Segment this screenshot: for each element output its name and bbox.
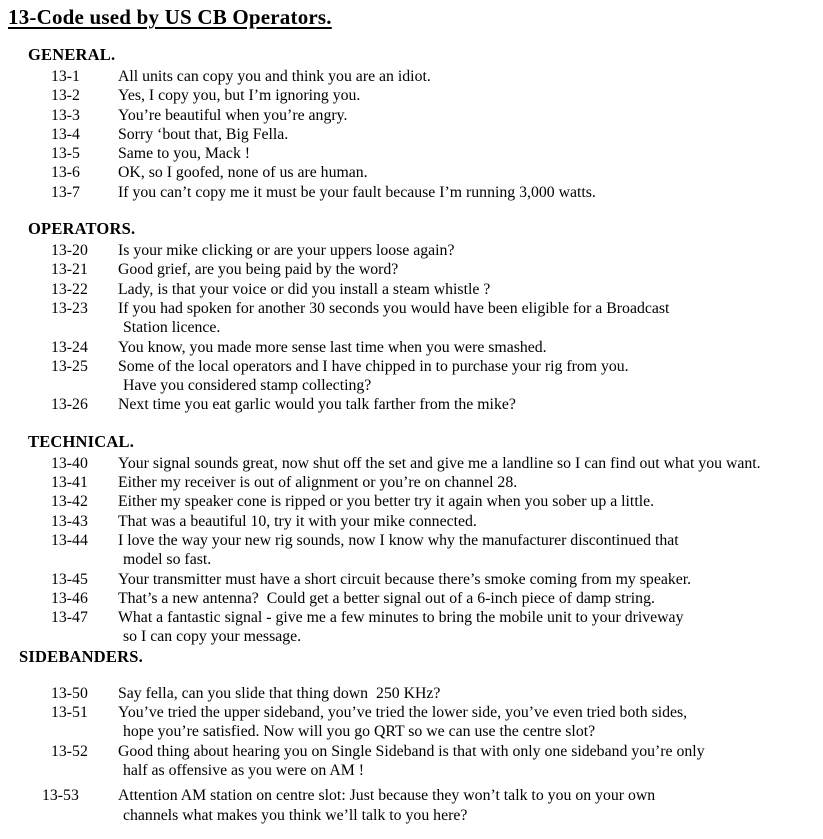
code-text-line: Your signal sounds great, now shut off the set and give me a landline so I can find out what you want. [118, 454, 761, 472]
code-section [8, 647, 823, 825]
code-text-line: Either my receiver is out of alignment or you’re on channel 28. [118, 474, 518, 492]
code-entry [51, 280, 823, 299]
code-text-line: Your transmitter must have a short circuit because there’s smoke coming from my speaker. [118, 570, 692, 588]
code-entry [51, 144, 823, 163]
code-number: 13-25 [51, 357, 88, 375]
code-number: 13-51 [51, 704, 88, 722]
code-text-line: Lady, is that your voice or did you install a steam whistle ? [118, 280, 491, 298]
section-heading: OPERATORS. [28, 219, 136, 239]
code-number: 13-26 [51, 396, 88, 414]
code-number: 13-53 [42, 787, 79, 805]
code-text [118, 570, 823, 589]
sections-container [8, 45, 823, 825]
code-number: 13-4 [51, 125, 80, 143]
code-entry [51, 589, 823, 608]
code-number: 13-43 [51, 512, 88, 530]
code-entry [51, 357, 823, 396]
section-heading: GENERAL. [28, 45, 116, 64]
code-text [118, 608, 823, 647]
code-number: 13-47 [51, 609, 88, 627]
code-text [118, 299, 823, 338]
code-number: 13-40 [51, 454, 88, 472]
document-title: 13-Code used by US CB Operators. [8, 5, 332, 29]
code-number: 13-6 [51, 164, 80, 182]
code-text-line: Good thing about hearing you on Single Sideband is that with only one sideband you’re only [118, 742, 705, 760]
code-text [118, 125, 823, 144]
code-entry [51, 67, 823, 86]
code-text-line: so I can copy your message. [123, 628, 302, 646]
code-number: 13-3 [51, 106, 80, 124]
code-text-line: I love the way your new rig sounds, now I know why the manufacturer discontinued that [118, 531, 679, 549]
section-entries [51, 241, 823, 415]
code-text-line: Next time you eat garlic would you talk farther from the mike? [118, 396, 516, 414]
code-text [118, 241, 823, 260]
code-entry [51, 454, 823, 473]
code-number: 13-50 [51, 684, 88, 702]
code-entry [51, 299, 823, 338]
section-entries [51, 67, 823, 202]
code-text [118, 86, 823, 105]
code-number: 13-24 [51, 338, 88, 356]
code-section [8, 219, 823, 415]
code-entry [51, 183, 823, 202]
code-text [118, 260, 823, 279]
code-text-line: channels what makes you think we’ll talk to you here? [123, 806, 468, 824]
code-text-line: Sorry ‘bout that, Big Fella. [118, 125, 289, 143]
code-text [118, 454, 823, 473]
code-entry [51, 742, 823, 781]
code-section [8, 45, 823, 202]
code-entry [51, 531, 823, 570]
code-entry [51, 473, 823, 492]
code-text [118, 67, 823, 86]
code-number: 13-1 [51, 68, 80, 85]
code-text-line: You know, you made more sense last time when you were smashed. [118, 338, 547, 356]
code-text-line: Say fella, can you slide that thing down 250 KHz? [118, 684, 441, 702]
code-entry [51, 395, 823, 414]
code-text [118, 512, 823, 531]
code-entry [51, 260, 823, 279]
code-text [118, 106, 823, 125]
code-text [118, 531, 823, 570]
code-number: 13-42 [51, 493, 88, 511]
section-entries [42, 684, 823, 825]
code-text-line: Have you considered stamp collecting? [123, 377, 372, 395]
code-text-line: Good grief, are you being paid by the word? [118, 261, 399, 279]
section-heading: TECHNICAL. [28, 431, 135, 451]
section-heading: SIDEBANDERS. [19, 646, 143, 666]
code-text [118, 280, 823, 299]
code-text-line: Yes, I copy you, but I’m ignoring you. [118, 87, 361, 105]
code-text [118, 703, 823, 742]
code-entry [51, 241, 823, 260]
code-entry [51, 125, 823, 144]
code-number: 13-46 [51, 589, 88, 607]
code-entry [51, 492, 823, 511]
code-text [118, 357, 823, 396]
code-text [118, 163, 823, 182]
code-number: 13-22 [51, 280, 88, 298]
code-text-line: Some of the local operators and I have chipped in to purchase your rig from you. [118, 357, 629, 375]
code-text [118, 395, 823, 414]
code-text [118, 589, 823, 608]
code-number: 13-5 [51, 145, 80, 163]
code-number: 13-2 [51, 87, 80, 105]
code-text-line: What a fantastic signal - give me a few minutes to bring the mobile unit to your driveway [118, 609, 684, 627]
code-entry [42, 786, 823, 825]
code-text [118, 473, 823, 492]
code-entry [51, 512, 823, 531]
code-number: 13-45 [51, 570, 88, 588]
code-text-line: You’re beautiful when you’re angry. [118, 106, 348, 124]
code-number: 13-44 [51, 531, 88, 549]
code-text-line: That’s a new antenna? Could get a better signal out of a 6-inch piece of damp string. [118, 589, 655, 607]
code-text-line: Station licence. [123, 319, 221, 337]
code-text [118, 338, 823, 357]
code-number: 13-21 [51, 261, 88, 279]
code-entry [51, 608, 823, 647]
code-number: 13-41 [51, 474, 88, 492]
code-text [118, 144, 823, 163]
section-entries [51, 454, 823, 647]
code-entry [51, 106, 823, 125]
code-text-line: Same to you, Mack ! [118, 145, 251, 163]
code-section [8, 432, 823, 647]
code-text-line: If you had spoken for another 30 seconds you would have been eligible for a Broadcast [118, 299, 670, 317]
code-text-line: half as offensive as you were on AM ! [123, 761, 364, 779]
code-entry [51, 163, 823, 182]
code-number: 13-7 [51, 183, 80, 201]
code-text-line: model so fast. [123, 551, 212, 569]
code-entry [51, 570, 823, 589]
code-entry [51, 86, 823, 105]
code-text-line: hope you’re satisfied. Now will you go QRT so we can use the centre slot? [123, 723, 596, 741]
code-text-line: That was a beautiful 10, try it with your mike connected. [118, 512, 477, 530]
code-text [118, 684, 823, 703]
code-text [118, 183, 823, 202]
code-text-line: OK, so I goofed, none of us are human. [118, 164, 368, 182]
code-text-line: Either my speaker cone is ripped or you better try it again when you sober up a little. [118, 493, 655, 511]
code-number: 13-23 [51, 299, 88, 317]
code-text-line: If you can’t copy me it must be your fault because I’m running 3,000 watts. [118, 183, 596, 201]
code-text-line: Is your mike clicking or are your uppers loose again? [118, 242, 455, 260]
code-number: 13-52 [51, 742, 88, 760]
code-text-line: You’ve tried the upper sideband, you’ve tried the lower side, you’ve even tried both sides, [118, 704, 688, 722]
code-entry [51, 703, 823, 742]
code-number: 13-20 [51, 242, 88, 260]
code-text-line: Attention AM station on centre slot: Just because they won’t talk to you on your own [118, 787, 656, 805]
code-text-line: All units can copy you and think you are an idiot. [118, 68, 431, 85]
code-entry [51, 338, 823, 357]
code-text [118, 492, 823, 511]
code-text [118, 742, 823, 781]
code-entry [51, 684, 823, 703]
code-text [118, 786, 823, 825]
